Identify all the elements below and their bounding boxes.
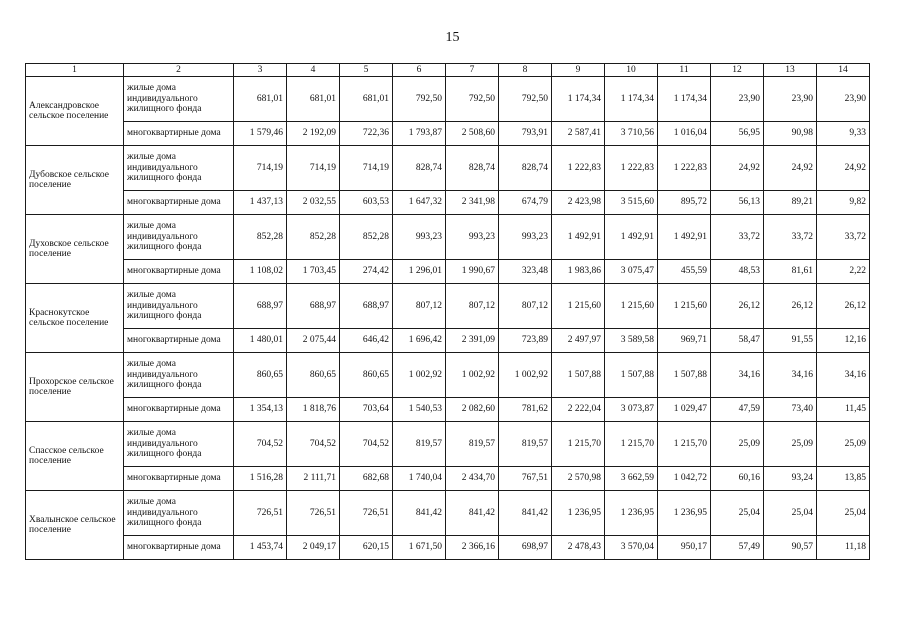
value-cell: 1 029,47 — [658, 398, 711, 422]
value-cell: 2 075,44 — [287, 329, 340, 353]
housing-type: многоквартирные дома — [124, 122, 234, 146]
value-cell: 1 236,95 — [552, 491, 605, 536]
table-row — [26, 398, 870, 422]
value-cell: 33,72 — [764, 215, 817, 260]
settlement-name: Спасское сельское поселение — [26, 422, 124, 491]
value-cell: 1 354,13 — [234, 398, 287, 422]
value-cell: 704,52 — [340, 422, 393, 467]
value-cell: 24,92 — [764, 146, 817, 191]
housing-type: жилые дома индивидуального жилищного фонда — [124, 491, 234, 536]
value-cell: 969,71 — [658, 329, 711, 353]
value-cell: 828,74 — [499, 146, 552, 191]
housing-type: жилые дома индивидуального жилищного фонда — [124, 422, 234, 467]
value-cell: 1 696,42 — [393, 329, 446, 353]
value-cell: 841,42 — [446, 491, 499, 536]
value-cell: 1 222,83 — [658, 146, 711, 191]
value-cell: 2 570,98 — [552, 467, 605, 491]
value-cell: 714,19 — [234, 146, 287, 191]
settlement-name: Краснокутское сельское поселение — [26, 284, 124, 353]
value-cell: 1 215,60 — [658, 284, 711, 329]
settlement-name: Прохорское сельское поселение — [26, 353, 124, 422]
value-cell: 860,65 — [234, 353, 287, 398]
value-cell: 33,72 — [817, 215, 870, 260]
table-row — [26, 191, 870, 215]
table-row — [26, 467, 870, 491]
value-cell: 2 366,16 — [446, 536, 499, 560]
value-cell: 767,51 — [499, 467, 552, 491]
value-cell: 807,12 — [446, 284, 499, 329]
column-number-header: 9 — [552, 64, 605, 77]
column-number-header: 2 — [124, 64, 234, 77]
column-number-header: 13 — [764, 64, 817, 77]
value-cell: 57,49 — [711, 536, 764, 560]
value-cell: 9,33 — [817, 122, 870, 146]
value-cell: 12,16 — [817, 329, 870, 353]
value-cell: 714,19 — [340, 146, 393, 191]
value-cell: 1 174,34 — [552, 77, 605, 122]
value-cell: 13,85 — [817, 467, 870, 491]
value-cell: 90,57 — [764, 536, 817, 560]
value-cell: 1 215,70 — [605, 422, 658, 467]
value-cell: 1 990,67 — [446, 260, 499, 284]
value-cell: 828,74 — [446, 146, 499, 191]
value-cell: 58,47 — [711, 329, 764, 353]
value-cell: 1 983,86 — [552, 260, 605, 284]
value-cell: 34,16 — [764, 353, 817, 398]
value-cell: 1 215,60 — [605, 284, 658, 329]
value-cell: 3 073,87 — [605, 398, 658, 422]
value-cell: 852,28 — [287, 215, 340, 260]
value-cell: 1 647,32 — [393, 191, 446, 215]
value-cell: 950,17 — [658, 536, 711, 560]
value-cell: 3 075,47 — [605, 260, 658, 284]
value-cell: 73,40 — [764, 398, 817, 422]
table-row — [26, 329, 870, 353]
value-cell: 2 082,60 — [446, 398, 499, 422]
value-cell: 674,79 — [499, 191, 552, 215]
value-cell: 2 192,09 — [287, 122, 340, 146]
value-cell: 620,15 — [340, 536, 393, 560]
value-cell: 25,04 — [764, 491, 817, 536]
value-cell: 1 818,76 — [287, 398, 340, 422]
value-cell: 1 480,01 — [234, 329, 287, 353]
value-cell: 793,91 — [499, 122, 552, 146]
value-cell: 90,98 — [764, 122, 817, 146]
value-cell: 726,51 — [340, 491, 393, 536]
value-cell: 1 671,50 — [393, 536, 446, 560]
value-cell: 722,36 — [340, 122, 393, 146]
value-cell: 23,90 — [711, 77, 764, 122]
column-number-header: 3 — [234, 64, 287, 77]
value-cell: 1 492,91 — [552, 215, 605, 260]
value-cell: 56,13 — [711, 191, 764, 215]
value-cell: 1 516,28 — [234, 467, 287, 491]
value-cell: 34,16 — [711, 353, 764, 398]
value-cell: 2 423,98 — [552, 191, 605, 215]
settlement-name: Хвалынское сельское поселение — [26, 491, 124, 560]
value-cell: 828,74 — [393, 146, 446, 191]
housing-type: жилые дома индивидуального жилищного фонда — [124, 215, 234, 260]
value-cell: 33,72 — [711, 215, 764, 260]
value-cell: 1 492,91 — [658, 215, 711, 260]
table-row — [26, 77, 870, 122]
settlement-name: Дубовское сельское поселение — [26, 146, 124, 215]
value-cell: 1 492,91 — [605, 215, 658, 260]
value-cell: 1 453,74 — [234, 536, 287, 560]
value-cell: 93,24 — [764, 467, 817, 491]
value-cell: 2 587,41 — [552, 122, 605, 146]
housing-type: многоквартирные дома — [124, 260, 234, 284]
value-cell: 792,50 — [499, 77, 552, 122]
value-cell: 274,42 — [340, 260, 393, 284]
value-cell: 26,12 — [817, 284, 870, 329]
value-cell: 3 710,56 — [605, 122, 658, 146]
value-cell: 792,50 — [446, 77, 499, 122]
column-number-header: 14 — [817, 64, 870, 77]
value-cell: 1 016,04 — [658, 122, 711, 146]
value-cell: 11,45 — [817, 398, 870, 422]
value-cell: 860,65 — [287, 353, 340, 398]
value-cell: 3 589,58 — [605, 329, 658, 353]
value-cell: 819,57 — [393, 422, 446, 467]
housing-type: многоквартирные дома — [124, 398, 234, 422]
value-cell: 1 002,92 — [446, 353, 499, 398]
value-cell: 807,12 — [499, 284, 552, 329]
housing-type: многоквартирные дома — [124, 329, 234, 353]
value-cell: 81,61 — [764, 260, 817, 284]
value-cell: 25,09 — [711, 422, 764, 467]
value-cell: 704,52 — [287, 422, 340, 467]
value-cell: 895,72 — [658, 191, 711, 215]
value-cell: 2,22 — [817, 260, 870, 284]
housing-type: жилые дома индивидуального жилищного фонда — [124, 146, 234, 191]
value-cell: 726,51 — [234, 491, 287, 536]
value-cell: 1 002,92 — [393, 353, 446, 398]
value-cell: 47,59 — [711, 398, 764, 422]
value-cell: 726,51 — [287, 491, 340, 536]
value-cell: 11,18 — [817, 536, 870, 560]
table-row — [26, 422, 870, 467]
value-cell: 781,62 — [499, 398, 552, 422]
value-cell: 26,12 — [711, 284, 764, 329]
table-row — [26, 353, 870, 398]
value-cell: 2 032,55 — [287, 191, 340, 215]
value-cell: 25,04 — [817, 491, 870, 536]
value-cell: 681,01 — [287, 77, 340, 122]
value-cell: 1 174,34 — [605, 77, 658, 122]
column-number-header: 11 — [658, 64, 711, 77]
value-cell: 841,42 — [499, 491, 552, 536]
value-cell: 1 215,70 — [658, 422, 711, 467]
table-row — [26, 491, 870, 536]
value-cell: 1 174,34 — [658, 77, 711, 122]
value-cell: 807,12 — [393, 284, 446, 329]
value-cell: 1 215,60 — [552, 284, 605, 329]
value-cell: 1 236,95 — [658, 491, 711, 536]
value-cell: 681,01 — [340, 77, 393, 122]
housing-type: многоквартирные дома — [124, 536, 234, 560]
value-cell: 2 341,98 — [446, 191, 499, 215]
value-cell: 23,90 — [817, 77, 870, 122]
value-cell: 1 296,01 — [393, 260, 446, 284]
settlement-name: Духовское сельское поселение — [26, 215, 124, 284]
table-row — [26, 284, 870, 329]
value-cell: 2 478,43 — [552, 536, 605, 560]
column-number-header: 5 — [340, 64, 393, 77]
value-cell: 2 049,17 — [287, 536, 340, 560]
value-cell: 1 740,04 — [393, 467, 446, 491]
value-cell: 860,65 — [340, 353, 393, 398]
value-cell: 698,97 — [499, 536, 552, 560]
column-number-header: 10 — [605, 64, 658, 77]
value-cell: 3 662,59 — [605, 467, 658, 491]
value-cell: 2 111,71 — [287, 467, 340, 491]
value-cell: 646,42 — [340, 329, 393, 353]
value-cell: 1 703,45 — [287, 260, 340, 284]
value-cell: 1 507,88 — [605, 353, 658, 398]
value-cell: 1 222,83 — [605, 146, 658, 191]
value-cell: 1 215,70 — [552, 422, 605, 467]
table-row — [26, 536, 870, 560]
tariff-table — [25, 63, 870, 560]
value-cell: 455,59 — [658, 260, 711, 284]
value-cell: 9,82 — [817, 191, 870, 215]
value-cell: 2 497,97 — [552, 329, 605, 353]
column-number-header: 8 — [499, 64, 552, 77]
value-cell: 25,09 — [764, 422, 817, 467]
housing-type: многоквартирные дома — [124, 191, 234, 215]
value-cell: 3 570,04 — [605, 536, 658, 560]
table-row — [26, 146, 870, 191]
value-cell: 60,16 — [711, 467, 764, 491]
value-cell: 25,04 — [711, 491, 764, 536]
value-cell: 792,50 — [393, 77, 446, 122]
table-body — [26, 64, 870, 560]
settlement-name: Александровское сельское поселение — [26, 77, 124, 146]
value-cell: 26,12 — [764, 284, 817, 329]
table-row — [26, 260, 870, 284]
value-cell: 1 222,83 — [552, 146, 605, 191]
value-cell: 603,53 — [340, 191, 393, 215]
value-cell: 688,97 — [287, 284, 340, 329]
value-cell: 1 108,02 — [234, 260, 287, 284]
value-cell: 1 236,95 — [605, 491, 658, 536]
value-cell: 703,64 — [340, 398, 393, 422]
column-number-header: 6 — [393, 64, 446, 77]
value-cell: 682,68 — [340, 467, 393, 491]
value-cell: 34,16 — [817, 353, 870, 398]
value-cell: 688,97 — [340, 284, 393, 329]
value-cell: 24,92 — [711, 146, 764, 191]
value-cell: 852,28 — [340, 215, 393, 260]
value-cell: 1 042,72 — [658, 467, 711, 491]
value-cell: 2 222,04 — [552, 398, 605, 422]
value-cell: 1 507,88 — [552, 353, 605, 398]
value-cell: 2 391,09 — [446, 329, 499, 353]
value-cell: 704,52 — [234, 422, 287, 467]
value-cell: 714,19 — [287, 146, 340, 191]
value-cell: 56,95 — [711, 122, 764, 146]
value-cell: 48,53 — [711, 260, 764, 284]
value-cell: 1 579,46 — [234, 122, 287, 146]
value-cell: 25,09 — [817, 422, 870, 467]
value-cell: 723,89 — [499, 329, 552, 353]
value-cell: 24,92 — [817, 146, 870, 191]
value-cell: 1 002,92 — [499, 353, 552, 398]
value-cell: 841,42 — [393, 491, 446, 536]
value-cell: 1 437,13 — [234, 191, 287, 215]
table-row — [26, 122, 870, 146]
housing-type: жилые дома индивидуального жилищного фонда — [124, 353, 234, 398]
value-cell: 1 507,88 — [658, 353, 711, 398]
value-cell: 852,28 — [234, 215, 287, 260]
table-row — [26, 215, 870, 260]
column-number-header: 7 — [446, 64, 499, 77]
housing-type: многоквартирные дома — [124, 467, 234, 491]
value-cell: 1 793,87 — [393, 122, 446, 146]
value-cell: 819,57 — [446, 422, 499, 467]
value-cell: 1 540,53 — [393, 398, 446, 422]
value-cell: 89,21 — [764, 191, 817, 215]
column-number-header: 12 — [711, 64, 764, 77]
value-cell: 3 515,60 — [605, 191, 658, 215]
value-cell: 993,23 — [393, 215, 446, 260]
column-number-header-row — [26, 64, 870, 77]
value-cell: 993,23 — [499, 215, 552, 260]
value-cell: 819,57 — [499, 422, 552, 467]
value-cell: 91,55 — [764, 329, 817, 353]
value-cell: 323,48 — [499, 260, 552, 284]
value-cell: 688,97 — [234, 284, 287, 329]
column-number-header: 1 — [26, 64, 124, 77]
housing-type: жилые дома индивидуального жилищного фонда — [124, 284, 234, 329]
value-cell: 2 434,70 — [446, 467, 499, 491]
page-number: 15 — [445, 30, 460, 45]
value-cell: 23,90 — [764, 77, 817, 122]
column-number-header: 4 — [287, 64, 340, 77]
value-cell: 681,01 — [234, 77, 287, 122]
value-cell: 993,23 — [446, 215, 499, 260]
value-cell: 2 508,60 — [446, 122, 499, 146]
housing-type: жилые дома индивидуального жилищного фонда — [124, 77, 234, 122]
